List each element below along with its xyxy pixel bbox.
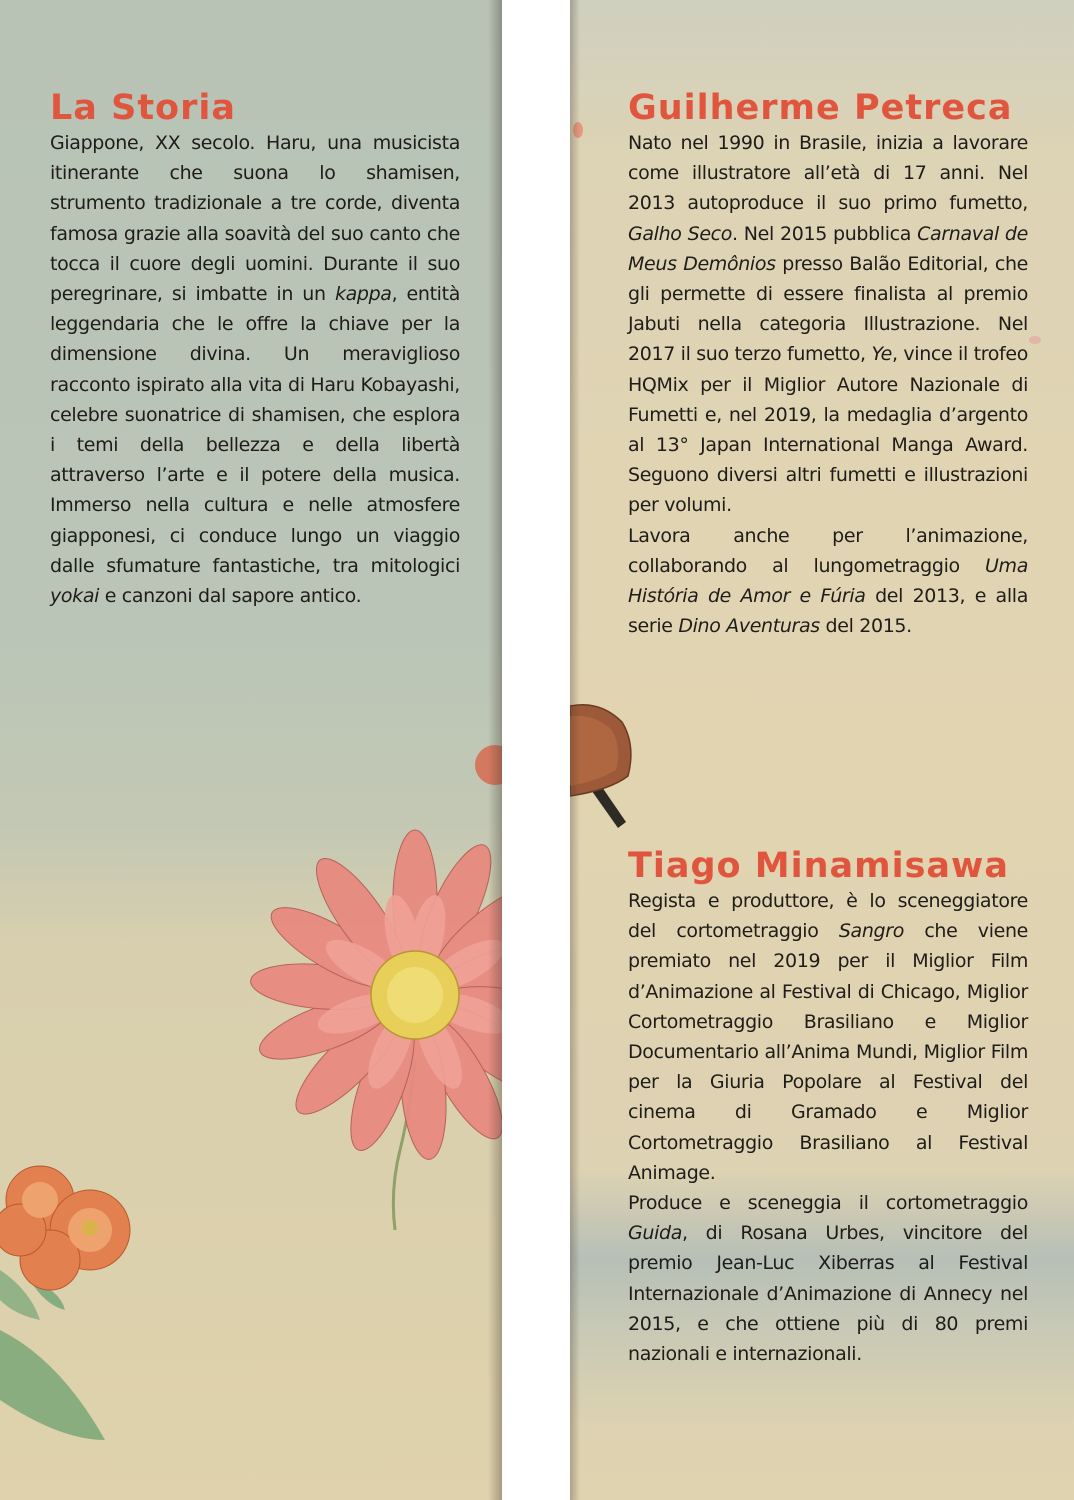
text-run: , vince il trofeo HQMix per il Miglior Autore Nazionale di Fumetti e, nel 2019, la medaglia d’argento al 13° Japan International Manga Award. Seguono diversi altri fumetti e illustrazioni per volumi. [628,343,1028,517]
author-heading: Tiago Minamisawa [628,846,1010,886]
text-run: Giappone, XX secolo. Haru, una musicista itinerante che suona lo shamisen, strumento tradizionale a tre corde, diventa famosa grazie alla soavità del suo canto che tocca il cuore degli uomini. Durante il suo peregrinare, si imbatte in un [50,132,460,306]
bio-paragraph [628,128,1028,521]
author-bio-tiago-minamisawa [628,846,1028,1369]
bio-paragraph [628,521,1028,642]
italic-text: Guida [628,1222,682,1245]
italic-text: Carnaval de Meus Demônios [628,222,1028,275]
text-run: , di Rosana Urbes, vincitore del premio Jean-Luc Xiberras al Festival Internazionale d’Animazione di Annecy nel 2015, e che ottiene più di 80 premi nazionali e internazionali. [628,1222,1028,1366]
bio-paragraph [628,886,1028,1188]
italic-text: Uma História de Amor e Fúria [628,554,1028,608]
story-section [50,88,460,611]
text-run: e canzoni dal sapore antico. [99,585,362,608]
italic-text: Galho Seco [628,222,733,245]
text-run: del 2013, e alla serie [628,585,1028,638]
italic-text: Dino Aventuras [678,615,820,638]
story-heading: La Storia [50,88,236,128]
text-run: del 2015. [819,615,912,638]
italic-text: Sangro [838,920,904,943]
left-page [0,0,502,1500]
gutter-shadow [488,0,502,1500]
text-run: presso Balão Editorial, che gli permette di essere finalista al premio Jabuti nella categoria Illustrazione. Nel 2017 il suo terzo fumetto, [628,252,1028,366]
right-page [570,0,1074,1500]
text-run: Produce e sceneggia il cortometraggio [628,1192,1028,1215]
text-run: Regista e produttore, è lo sceneggiatore del cortometraggio [628,890,1028,943]
story-paragraph [50,128,460,611]
italic-text: Ye [871,343,892,366]
text-run: che viene premiato nel 2019 per il Miglior Film d’Animazione al Festival di Chicago, Miglior Cortometraggio Brasiliano e Miglior Documentario all’Anima Mundi, Miglior Film per la Giuria Popolare al Festival del cinema di Gramado e Miglior Cortometraggio Brasiliano al Festival Animage. [628,920,1028,1184]
gutter-shadow [570,0,580,1500]
italic-text: kappa [334,283,392,306]
text-run: , entità leggendaria che le offre la chiave per la dimensione divina. Un meraviglioso racconto ispirato alla vita di Haru Kobayashi, celebre suonatrice di shamisen, che esplora i temi della bellezza e della libertà attraverso l’arte e il potere della musica. Immerso nella cultura e nelle atmosfere giapponesi, ci conduce lungo un viaggio dalle sfumature fantastiche, tra mitologici [50,283,460,577]
author-bio-guilherme-petreca [628,88,1028,641]
author-heading: Guilherme Petreca [628,88,1013,128]
bio-paragraph [628,1188,1028,1369]
text-run: Lavora anche per l’animazione, collaborando al lungometraggio [628,524,1028,577]
text-run: . Nel 2015 pubblica [732,222,918,245]
italic-text: yokai [50,585,100,608]
text-run: Nato nel 1990 in Brasile, inizia a lavorare come illustratore all’età di 17 anni. Nel 2013 autoproduce il suo primo fumetto, [628,132,1028,215]
